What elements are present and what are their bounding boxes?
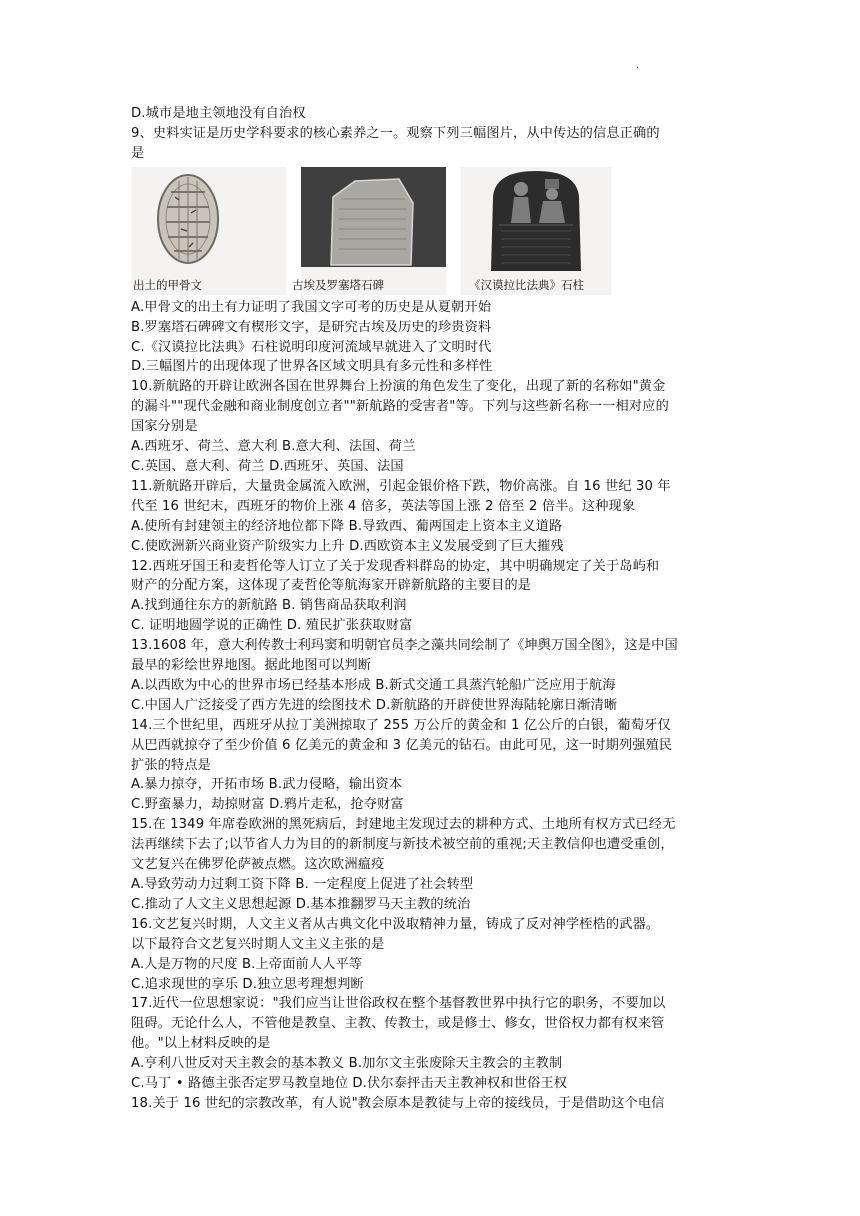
option-line: A.暴力掠夺，开拓市场 B.武力侵略，输出资本: [131, 777, 403, 793]
question-stem-line: 从巴西就掠夺了至少价值 6 亿美元的黄金和 3 亿美元的钻石。由此可见，这一时期列强殖民: [131, 737, 673, 753]
question-9: [131, 124, 731, 377]
option-line: C.追求现世的享乐 D.独立思考理想判断: [131, 976, 364, 992]
question-stem-line: 他。"以上材料反映的是: [131, 1036, 271, 1052]
q8-option-d: D.城市是地主领地没有自治权: [131, 106, 306, 121]
question-14: [131, 716, 731, 816]
question-stem-line: 国家分别是: [131, 419, 198, 435]
option-line: C.野蛮暴力，劫掠财富 D.鸦片走私，抢夺财富: [131, 797, 404, 813]
question-stem-line: 16.文艺复兴时期，人文主义者从古典文化中汲取精神力量，铸成了反对神学桎梏的武器。: [131, 916, 660, 932]
option-line: A.以西欧为中心的世界市场已经基本形成 B.新式交通工具蒸汽轮船广泛应用于航海: [131, 677, 616, 693]
option-line: C.《汉谟拉比法典》石柱说明印度河流域早就进入了文明时代: [131, 339, 492, 355]
option-line: A.亨利八世反对天主教会的基本教义 B.加尔文主张废除天主教会的主教制: [131, 1056, 563, 1072]
rosetta-stone-image: [301, 167, 446, 295]
question-stem-line: 财产的分配方案，这体现了麦哲伦等航海家开辟新航路的主要目的是: [131, 578, 532, 594]
question-stem-line: 18.关于 16 世纪的宗教改革，有人说"教会原本是教徒与上帝的接线员，于是借助这个电信: [131, 1095, 665, 1111]
question-stem-line: 17.近代一位思想家说："我们应当让世俗政权在整个基督教世界中执行它的职务，不要加以: [131, 996, 666, 1012]
question-stem-line: 11.新航路开辟后，大量贵金属流入欧洲，引起金银价格下跌，物价高涨。自 16 世纪 30 年: [131, 478, 671, 494]
question-18: [131, 1094, 731, 1114]
question-10: [131, 377, 731, 477]
question-16: [131, 915, 731, 995]
question-stem-line: 10.新航路的开辟让欧洲各国在世界舞台上扮演的角色发生了变化，出现了新的名称如"黄金: [131, 379, 666, 395]
option-line: A.人是万物的尺度 B.上帝面前人人平等: [131, 956, 363, 972]
figure-rosetta-stone: [292, 167, 446, 295]
oracle-bone-image: [131, 167, 286, 295]
figure-hammurabi-stele: [461, 167, 611, 295]
option-line: C.推动了人文主义思想起源 D.基本推翻罗马天主教的统治: [131, 896, 471, 912]
option-line: C. 证明地圆学说的正确性 D. 殖民扩张获取财富: [131, 618, 413, 634]
option-line: A.找到通往东方的新航路 B. 销售商品获取利润: [131, 598, 407, 614]
question-stem-line: 最早的彩绘世界地图。据此地图可以判断: [131, 658, 372, 674]
exam-content: [131, 104, 731, 1114]
question-stem-line: 13.1608 年，意大利传教士利玛窦和明朝官员李之藻共同绘制了《坤舆万国全图》，这是中国: [131, 638, 678, 654]
question-17: [131, 994, 731, 1094]
figure-oracle-bone: [131, 167, 286, 295]
figure-strip: [131, 167, 731, 295]
option-line: B.罗塞塔石碑碑文有楔形文字，是研究古埃及历史的珍贵资料: [131, 319, 492, 335]
question-11: [131, 477, 731, 557]
figure-caption: 出土的甲骨文: [133, 277, 202, 292]
option-line: C.马丁 • 路德主张否定罗马教皇地位 D.伏尔泰抨击天主教神权和世俗王权: [131, 1076, 568, 1092]
question-stem-line: 9、史料实证是历史学科要求的核心素养之一。观察下列三幅图片，从中传达的信息正确的: [131, 125, 660, 141]
hammurabi-stele-image: [461, 167, 611, 295]
page-corner-mark: .: [636, 60, 640, 71]
option-line: C.英国、意大利、荷兰 D.西班牙、英国、法国: [131, 458, 404, 474]
option-line: A.西班牙、荷兰、意大利 B.意大利、法国、荷兰: [131, 439, 416, 455]
option-line: D.三幅图片的出现体现了世界各区域文明具有多元性和多样性: [131, 359, 493, 375]
question-stem-line: 法再继续下去了;以节省人力为目的的新制度与新技术被空前的重视;天主教信仰也遭受重创，: [131, 837, 674, 853]
question-stem-line: 扩张的特点是: [131, 757, 212, 773]
option-line: C.使欧洲新兴商业资产阶级实力上升 D.西欧资本主义发展受到了巨大摧残: [131, 538, 564, 554]
question-stem-line: 是: [131, 145, 145, 161]
question-13: [131, 636, 731, 716]
question-stem-line: 以下最符合文艺复兴时期人文主义主张的是: [131, 936, 385, 952]
question-stem-line: 阻碍。无论什么人，不管他是教皇、主教、传教士，或是修士、修女，世俗权力都有权来管: [131, 1016, 665, 1032]
question-15: [131, 815, 731, 915]
question-12: [131, 557, 731, 637]
question-stem-line: 15.在 1349 年席卷欧洲的黑死病后，封建地主发现过去的耕种方式、土地所有权方式已经无: [131, 817, 676, 833]
option-line: C.中国人广泛接受了西方先进的绘图技术 D.新航路的开辟使世界海陆轮廓日渐清晰: [131, 697, 618, 713]
question-stem-line: 12.西班牙国王和麦哲伦等人订立了关于发现香料群岛的协定，其中明确规定了关于岛屿和: [131, 558, 660, 574]
figure-caption: 古埃及罗塞塔石碑: [292, 277, 384, 292]
question-stem-line: 的漏斗""现代金融和商业制度创立者""新航路的受害者"等。下列与这些新名称一一相对应的: [131, 399, 669, 415]
question-stem-line: 14.三个世纪里，西班牙从拉丁美洲掠取了 255 万公斤的黄金和 1 亿公斤的白银，葡萄牙仅: [131, 717, 671, 733]
figure-caption: 《汉谟拉比法典》石柱: [469, 277, 584, 292]
option-line: A.甲骨文的出土有力证明了我国文字可考的历史是从夏朝开始: [131, 299, 492, 315]
question-stem-line: 文艺复兴在佛罗伦萨被点燃。这次欧洲瘟疫: [131, 857, 385, 873]
question-stem-line: 代至 16 世纪末，西班牙的物价上涨 4 倍多，英法等国上涨 2 倍至 2 倍半。这种现象: [131, 498, 636, 514]
option-line: A.导致劳动力过剩工资下降 B. 一定程度上促进了社会转型: [131, 877, 474, 892]
option-line: A.使所有封建领主的经济地位都下降 B.导致西、葡两国走上资本主义道路: [131, 518, 563, 534]
